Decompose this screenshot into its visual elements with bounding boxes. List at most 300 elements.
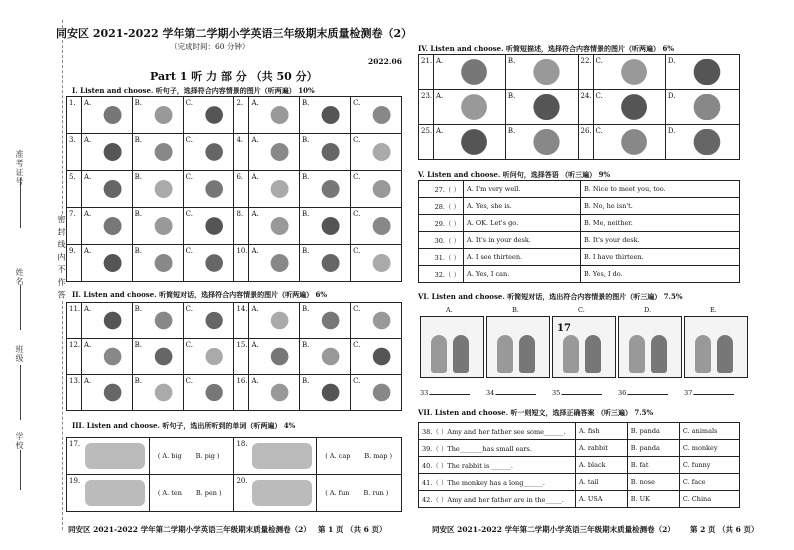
girl-icon bbox=[202, 175, 230, 203]
question-number bbox=[578, 55, 593, 90]
picture-option[interactable] bbox=[249, 375, 300, 411]
section5-title: V. Listen and choose. 听问句，选择答语 （听三遍） 9% bbox=[418, 170, 611, 179]
picture-option[interactable] bbox=[300, 134, 351, 171]
picture-option[interactable] bbox=[300, 97, 351, 134]
picture-option[interactable] bbox=[132, 339, 183, 375]
option-letter: C. bbox=[353, 247, 361, 255]
option-b[interactable]: B. UK bbox=[627, 491, 679, 508]
picture-option[interactable] bbox=[183, 245, 234, 282]
option-letter: C. bbox=[185, 173, 193, 181]
picture-option[interactable] bbox=[351, 375, 402, 411]
tower-icon bbox=[369, 307, 397, 334]
picture-option[interactable] bbox=[249, 171, 300, 208]
option-letter: B. bbox=[302, 136, 310, 144]
question-number-label: 19. bbox=[69, 477, 81, 485]
option-b[interactable]: B. fat bbox=[627, 457, 679, 474]
question-number-label: 5. bbox=[69, 173, 76, 181]
child-figure-icon bbox=[431, 335, 447, 373]
picture-option[interactable] bbox=[351, 339, 402, 375]
section7-table bbox=[418, 422, 740, 508]
question-number bbox=[234, 375, 249, 411]
question-number-label: 14. bbox=[236, 305, 248, 313]
option-letter: C. bbox=[353, 173, 361, 181]
scene-picture[interactable] bbox=[684, 316, 748, 378]
question-number-label: 8. bbox=[236, 210, 244, 218]
train-icon bbox=[612, 94, 661, 120]
picture-option[interactable] bbox=[183, 171, 234, 208]
question-picture-icon bbox=[252, 480, 312, 506]
table-row bbox=[67, 245, 402, 282]
option-b[interactable]: B. Me, neither. bbox=[581, 215, 740, 232]
picture-option[interactable] bbox=[665, 125, 739, 160]
picture-option[interactable] bbox=[132, 171, 183, 208]
question-number[interactable]: 29.（ ） bbox=[419, 215, 464, 232]
school-line bbox=[20, 450, 21, 490]
option-letter: B. bbox=[507, 92, 516, 100]
child-figure-icon bbox=[717, 335, 733, 373]
question-number bbox=[67, 134, 82, 171]
picture-option[interactable] bbox=[300, 303, 351, 339]
option-letter: A. bbox=[84, 341, 92, 349]
table-row bbox=[419, 423, 740, 440]
option-b[interactable]: B. run ) bbox=[363, 489, 389, 497]
strawberry-icon bbox=[151, 101, 179, 129]
scene-label: E. bbox=[710, 306, 717, 314]
option-a[interactable]: A. fish bbox=[576, 423, 628, 440]
table-row bbox=[67, 134, 402, 171]
picture-option[interactable] bbox=[300, 171, 351, 208]
picture-option[interactable] bbox=[351, 171, 402, 208]
table-row bbox=[419, 474, 740, 491]
question-number bbox=[67, 245, 82, 282]
option-a[interactable]: A. USA bbox=[576, 491, 628, 508]
option-letter: B. bbox=[134, 305, 142, 313]
word-options[interactable] bbox=[149, 438, 234, 475]
answer-blank[interactable] bbox=[552, 389, 602, 397]
option-c[interactable]: C. China bbox=[679, 491, 739, 508]
question-text[interactable]: 42.（ ）Amy and her father are in the_____. bbox=[419, 491, 576, 508]
boy-desk-icon bbox=[202, 249, 230, 277]
picture-option[interactable] bbox=[132, 97, 183, 134]
question-text[interactable]: 41.（ ）The monkey has a long______. bbox=[419, 474, 576, 491]
option-letter: B. bbox=[134, 136, 142, 144]
picture-option[interactable] bbox=[82, 375, 133, 411]
option-letter: C. bbox=[185, 247, 193, 255]
option-a[interactable]: ( A. ten bbox=[157, 489, 182, 497]
section7-title: VII. Listen and choose. 听一则短文，选择正确答案 （听三遍） 7.5% bbox=[418, 408, 654, 417]
plant-icon bbox=[369, 249, 397, 277]
table-row bbox=[67, 208, 402, 245]
question-number bbox=[67, 97, 82, 134]
option-letter: B. bbox=[507, 127, 516, 135]
option-letter: C. bbox=[353, 136, 361, 144]
picture-option[interactable] bbox=[82, 97, 133, 134]
option-letter: A. bbox=[251, 377, 259, 385]
question-number-label: 4. bbox=[236, 136, 244, 144]
picture-option[interactable] bbox=[434, 90, 506, 125]
footer-left-title: 同安区 2021-2022 学年第二学期小学英语三年级期末质量检测卷（2） bbox=[68, 525, 311, 534]
table-row bbox=[419, 266, 740, 283]
question-number-label: 17. bbox=[69, 440, 81, 448]
option-letter: A. bbox=[84, 377, 92, 385]
picture-option[interactable] bbox=[593, 125, 665, 160]
castle-icon bbox=[318, 307, 346, 334]
footer-right-title: 同安区 2021-2022 学年第二学期小学英语三年级期末质量检测卷（2） bbox=[432, 525, 675, 534]
boy-icon bbox=[202, 307, 230, 334]
answer-blank[interactable] bbox=[684, 389, 734, 397]
picture-option[interactable] bbox=[183, 134, 234, 171]
picture-option[interactable] bbox=[300, 375, 351, 411]
option-letter: C. bbox=[185, 377, 193, 385]
question-text[interactable]: 38.（ ）Amy and her father see some______. bbox=[419, 423, 576, 440]
blank-number: 37. bbox=[684, 389, 695, 397]
question-number-label: 7. bbox=[69, 210, 76, 218]
scene-picture[interactable] bbox=[618, 316, 682, 378]
picture-option[interactable] bbox=[351, 245, 402, 282]
building-icon bbox=[267, 212, 295, 240]
option-a[interactable]: ( A. big bbox=[157, 452, 182, 460]
question-number[interactable]: 32.（ ） bbox=[419, 266, 464, 283]
option-c[interactable]: C. animals bbox=[679, 423, 739, 440]
class-label: 班级 bbox=[15, 345, 24, 363]
question-number bbox=[67, 171, 82, 208]
answer-blank[interactable] bbox=[420, 389, 470, 397]
option-letter: A. bbox=[436, 57, 444, 65]
option-b[interactable]: B. pig ) bbox=[195, 452, 220, 460]
answer-blank[interactable] bbox=[486, 389, 536, 397]
bird-icon bbox=[524, 129, 574, 155]
option-letter: C. bbox=[353, 377, 361, 385]
question-number[interactable]: 28.（ ） bbox=[419, 198, 464, 215]
picture-option[interactable] bbox=[300, 245, 351, 282]
clock-tower-icon bbox=[612, 59, 661, 85]
picture-option[interactable] bbox=[300, 339, 351, 375]
question-text[interactable]: 40.（ ）The rabbit is ______. bbox=[419, 457, 576, 474]
option-a[interactable]: A. black bbox=[576, 457, 628, 474]
picture-option[interactable] bbox=[132, 375, 183, 411]
scene-picture[interactable] bbox=[552, 316, 616, 378]
word-options[interactable] bbox=[149, 475, 234, 512]
option-letter: A. bbox=[84, 210, 92, 218]
table-row bbox=[419, 440, 740, 457]
gift-icon bbox=[202, 343, 230, 370]
question-picture-icon bbox=[85, 480, 145, 506]
option-a[interactable]: A. OK. Let's go. bbox=[464, 215, 581, 232]
option-letter: A. bbox=[251, 305, 259, 313]
question-number bbox=[234, 134, 249, 171]
blank-number: 36. bbox=[618, 389, 629, 397]
box-icon bbox=[318, 379, 346, 406]
table-row bbox=[419, 198, 740, 215]
question-picture-icon bbox=[85, 443, 145, 469]
picture-option[interactable] bbox=[593, 90, 665, 125]
option-b[interactable]: B. panda bbox=[627, 423, 679, 440]
teacher-icon bbox=[151, 175, 179, 203]
option-a[interactable]: A. It's in your desk. bbox=[464, 232, 581, 249]
child-figure-icon bbox=[651, 335, 667, 373]
question-number[interactable]: 31.（ ） bbox=[419, 249, 464, 266]
seal-line-text: 密 封 线 内 不 作 答 bbox=[57, 215, 66, 300]
question-number-label: 10. bbox=[236, 247, 248, 255]
grandma-icon bbox=[318, 101, 346, 129]
class-line bbox=[20, 365, 21, 420]
picture-option[interactable] bbox=[82, 134, 133, 171]
answer-blank[interactable] bbox=[618, 389, 668, 397]
option-letter: B. bbox=[134, 210, 142, 218]
banana-icon bbox=[524, 59, 574, 85]
option-letter: C. bbox=[353, 305, 361, 313]
question-number bbox=[67, 375, 82, 411]
word-options[interactable] bbox=[317, 475, 402, 512]
option-b[interactable]: B. nose bbox=[627, 474, 679, 491]
question-number-label: 23. bbox=[421, 92, 433, 100]
lion-icon bbox=[267, 343, 295, 370]
question-number-label: 9. bbox=[69, 247, 76, 255]
picture-option[interactable] bbox=[665, 90, 739, 125]
boy-ball-icon bbox=[100, 249, 128, 277]
question-number-label: 21. bbox=[421, 57, 433, 65]
rabbit-icon bbox=[318, 175, 346, 203]
word-question bbox=[67, 438, 150, 475]
question-number-label: 2. bbox=[236, 99, 244, 107]
picture-option[interactable] bbox=[132, 303, 183, 339]
option-a[interactable]: A. I'm very well. bbox=[464, 181, 581, 198]
option-a[interactable]: A. I see thirteen. bbox=[464, 249, 581, 266]
option-letter: B. bbox=[302, 377, 310, 385]
option-b[interactable]: B. panda bbox=[627, 440, 679, 457]
question-number bbox=[234, 97, 249, 134]
school-label: 学校 bbox=[15, 432, 24, 450]
picture-option[interactable] bbox=[351, 303, 402, 339]
exam-id-label: 准考证号 bbox=[15, 150, 24, 186]
word-question bbox=[234, 438, 317, 475]
option-a[interactable]: ( A. fun bbox=[325, 489, 350, 497]
table-row bbox=[419, 90, 740, 125]
option-letter: D. bbox=[667, 92, 676, 100]
option-letter: B. bbox=[134, 173, 142, 181]
blank-line bbox=[694, 394, 734, 395]
tiger-cub-icon bbox=[100, 307, 128, 334]
name-line bbox=[20, 285, 21, 330]
option-letter: D. bbox=[667, 127, 676, 135]
birthday-cake-icon bbox=[151, 343, 179, 370]
section2-grid bbox=[66, 302, 402, 411]
option-a[interactable]: A. rabbit bbox=[576, 440, 628, 457]
table-row bbox=[419, 215, 740, 232]
dog-icon bbox=[151, 212, 179, 240]
picture-option[interactable] bbox=[351, 97, 402, 134]
section3-title: III. Listen and choose. 听句子，选出所听到的单词（听两遍） 4% bbox=[72, 421, 296, 430]
picture-option[interactable] bbox=[434, 55, 506, 90]
option-letter: A. bbox=[84, 305, 92, 313]
scene-picture[interactable] bbox=[486, 316, 550, 378]
man-icon bbox=[684, 129, 735, 155]
option-b[interactable]: B. map ) bbox=[364, 452, 393, 460]
option-letter: A. bbox=[436, 127, 444, 135]
tank-icon bbox=[684, 94, 735, 120]
option-letter: C. bbox=[595, 127, 603, 135]
option-b[interactable]: B. It's your desk. bbox=[581, 232, 740, 249]
option-letter: A. bbox=[436, 92, 444, 100]
option-letter: C. bbox=[353, 99, 361, 107]
option-letter: A. bbox=[84, 136, 92, 144]
question-number bbox=[234, 208, 249, 245]
table-row bbox=[67, 339, 402, 375]
picture-option[interactable] bbox=[249, 245, 300, 282]
footer-right-page: 第 2 页 （共 6 页） bbox=[690, 525, 759, 534]
question-number-label: 26. bbox=[580, 127, 592, 135]
turtle-icon bbox=[151, 307, 179, 334]
child-figure-icon bbox=[563, 335, 579, 373]
option-c[interactable]: C. face bbox=[679, 474, 739, 491]
picture-option[interactable] bbox=[505, 90, 578, 125]
option-a[interactable]: A. tail bbox=[576, 474, 628, 491]
question-number-label: 20. bbox=[236, 477, 248, 485]
egg-icon bbox=[318, 249, 346, 277]
option-letter: A. bbox=[251, 341, 259, 349]
option-b[interactable]: B. Yes, I do. bbox=[581, 266, 740, 283]
girl-icon bbox=[612, 129, 661, 155]
question-number bbox=[419, 90, 434, 125]
option-b[interactable]: B. Nice to meet you, too. bbox=[581, 181, 740, 198]
picture-option[interactable] bbox=[665, 55, 739, 90]
tiger-icon bbox=[100, 212, 128, 240]
question-text[interactable]: 39.（ ）The_______has small ears. bbox=[419, 440, 576, 457]
boy-kick-icon bbox=[151, 249, 179, 277]
australia-flag-icon bbox=[202, 138, 230, 166]
section1-title: I. Listen and choose. 听句子，选择符合内容情景的图片（听两遍） 10% bbox=[72, 86, 315, 95]
option-letter: C. bbox=[353, 341, 361, 349]
picture-option[interactable] bbox=[249, 134, 300, 171]
picture-option[interactable] bbox=[132, 208, 183, 245]
table-row bbox=[67, 171, 402, 208]
picture-option[interactable] bbox=[249, 303, 300, 339]
option-a[interactable]: A. Yes, I can. bbox=[464, 266, 581, 283]
question-number bbox=[419, 125, 434, 160]
table-row bbox=[67, 438, 402, 475]
question-number[interactable]: 30.（ ） bbox=[419, 232, 464, 249]
section3-grid bbox=[66, 437, 402, 512]
picture-option[interactable] bbox=[132, 134, 183, 171]
option-letter: A. bbox=[251, 99, 259, 107]
bag-icon bbox=[267, 379, 295, 406]
picture-option[interactable] bbox=[132, 245, 183, 282]
scene-label: A. bbox=[446, 306, 453, 314]
picture-option[interactable] bbox=[82, 171, 133, 208]
grapes-icon bbox=[202, 101, 230, 129]
exam-date: 2022.06 bbox=[368, 57, 402, 66]
picture-option[interactable] bbox=[183, 97, 234, 134]
picture-option[interactable] bbox=[183, 339, 234, 375]
option-letter: B. bbox=[302, 99, 310, 107]
picture-option[interactable] bbox=[593, 55, 665, 90]
picture-option[interactable] bbox=[505, 125, 578, 160]
option-b[interactable]: B. I have thirteen. bbox=[581, 249, 740, 266]
option-letter: C. bbox=[185, 99, 193, 107]
option-letter: B. bbox=[134, 377, 142, 385]
picture-option[interactable] bbox=[300, 208, 351, 245]
question-number bbox=[67, 208, 82, 245]
picture-option[interactable] bbox=[183, 375, 234, 411]
picture-option[interactable] bbox=[249, 208, 300, 245]
table-row bbox=[419, 491, 740, 508]
option-letter: B. bbox=[302, 305, 310, 313]
option-c[interactable]: C. funny bbox=[679, 457, 739, 474]
table-row bbox=[67, 375, 402, 411]
picture-option[interactable] bbox=[249, 339, 300, 375]
peach-icon bbox=[267, 101, 295, 129]
blank-number: 33. bbox=[420, 389, 431, 397]
option-letter: B. bbox=[302, 210, 310, 218]
option-a[interactable]: ( A. cap bbox=[325, 452, 351, 460]
word-options[interactable] bbox=[317, 438, 402, 475]
statue-icon bbox=[267, 307, 295, 334]
bird-icon bbox=[452, 94, 501, 120]
option-letter: C. bbox=[595, 57, 603, 65]
option-letter: C. bbox=[185, 341, 193, 349]
picture-option[interactable] bbox=[351, 208, 402, 245]
question-number bbox=[578, 125, 593, 160]
tv-icon bbox=[369, 212, 397, 240]
picture-option[interactable] bbox=[82, 208, 133, 245]
question-number bbox=[419, 55, 434, 90]
question-number-label: 1. bbox=[69, 99, 76, 107]
option-b[interactable]: B. pen ) bbox=[195, 489, 222, 497]
table-row bbox=[67, 475, 402, 512]
exam-id-line bbox=[20, 178, 21, 228]
bear-icon bbox=[202, 212, 230, 240]
scene-label: C. bbox=[578, 306, 585, 314]
table-row bbox=[419, 55, 740, 90]
question-number bbox=[67, 303, 82, 339]
scene-picture[interactable] bbox=[420, 316, 484, 378]
grandpa-icon bbox=[369, 101, 397, 129]
option-letter: B. bbox=[302, 173, 310, 181]
picture-option[interactable] bbox=[249, 97, 300, 134]
question-number[interactable]: 27.（ ） bbox=[419, 181, 464, 198]
blank-number: 35. bbox=[552, 389, 563, 397]
picture-option[interactable] bbox=[351, 134, 402, 171]
picture-option[interactable] bbox=[505, 55, 578, 90]
clown-icon bbox=[100, 175, 128, 203]
table-row bbox=[419, 181, 740, 198]
picture-option[interactable] bbox=[82, 245, 133, 282]
picture-option[interactable] bbox=[183, 208, 234, 245]
question-number bbox=[234, 245, 249, 282]
uk-flag-icon bbox=[151, 138, 179, 166]
option-letter: B. bbox=[134, 99, 142, 107]
picture-option[interactable] bbox=[183, 303, 234, 339]
picture-option[interactable] bbox=[82, 303, 133, 339]
table-row bbox=[419, 249, 740, 266]
picture-option[interactable] bbox=[82, 339, 133, 375]
option-letter: B. bbox=[507, 57, 516, 65]
plane-icon bbox=[318, 138, 346, 166]
option-letter: D. bbox=[667, 57, 676, 65]
table-row bbox=[67, 97, 402, 134]
option-c[interactable]: C. monkey bbox=[679, 440, 739, 457]
blank-line bbox=[496, 394, 536, 395]
option-b[interactable]: B. No, he isn't. bbox=[581, 198, 740, 215]
question-number-label: 18. bbox=[236, 440, 248, 448]
table-row bbox=[419, 125, 740, 160]
scene-label: B. bbox=[512, 306, 519, 314]
option-a[interactable]: A. Yes, she is. bbox=[464, 198, 581, 215]
elephant-icon bbox=[267, 175, 295, 203]
car-icon bbox=[267, 138, 295, 166]
question-number-label: 13. bbox=[69, 377, 81, 385]
picture-option[interactable] bbox=[434, 125, 506, 160]
